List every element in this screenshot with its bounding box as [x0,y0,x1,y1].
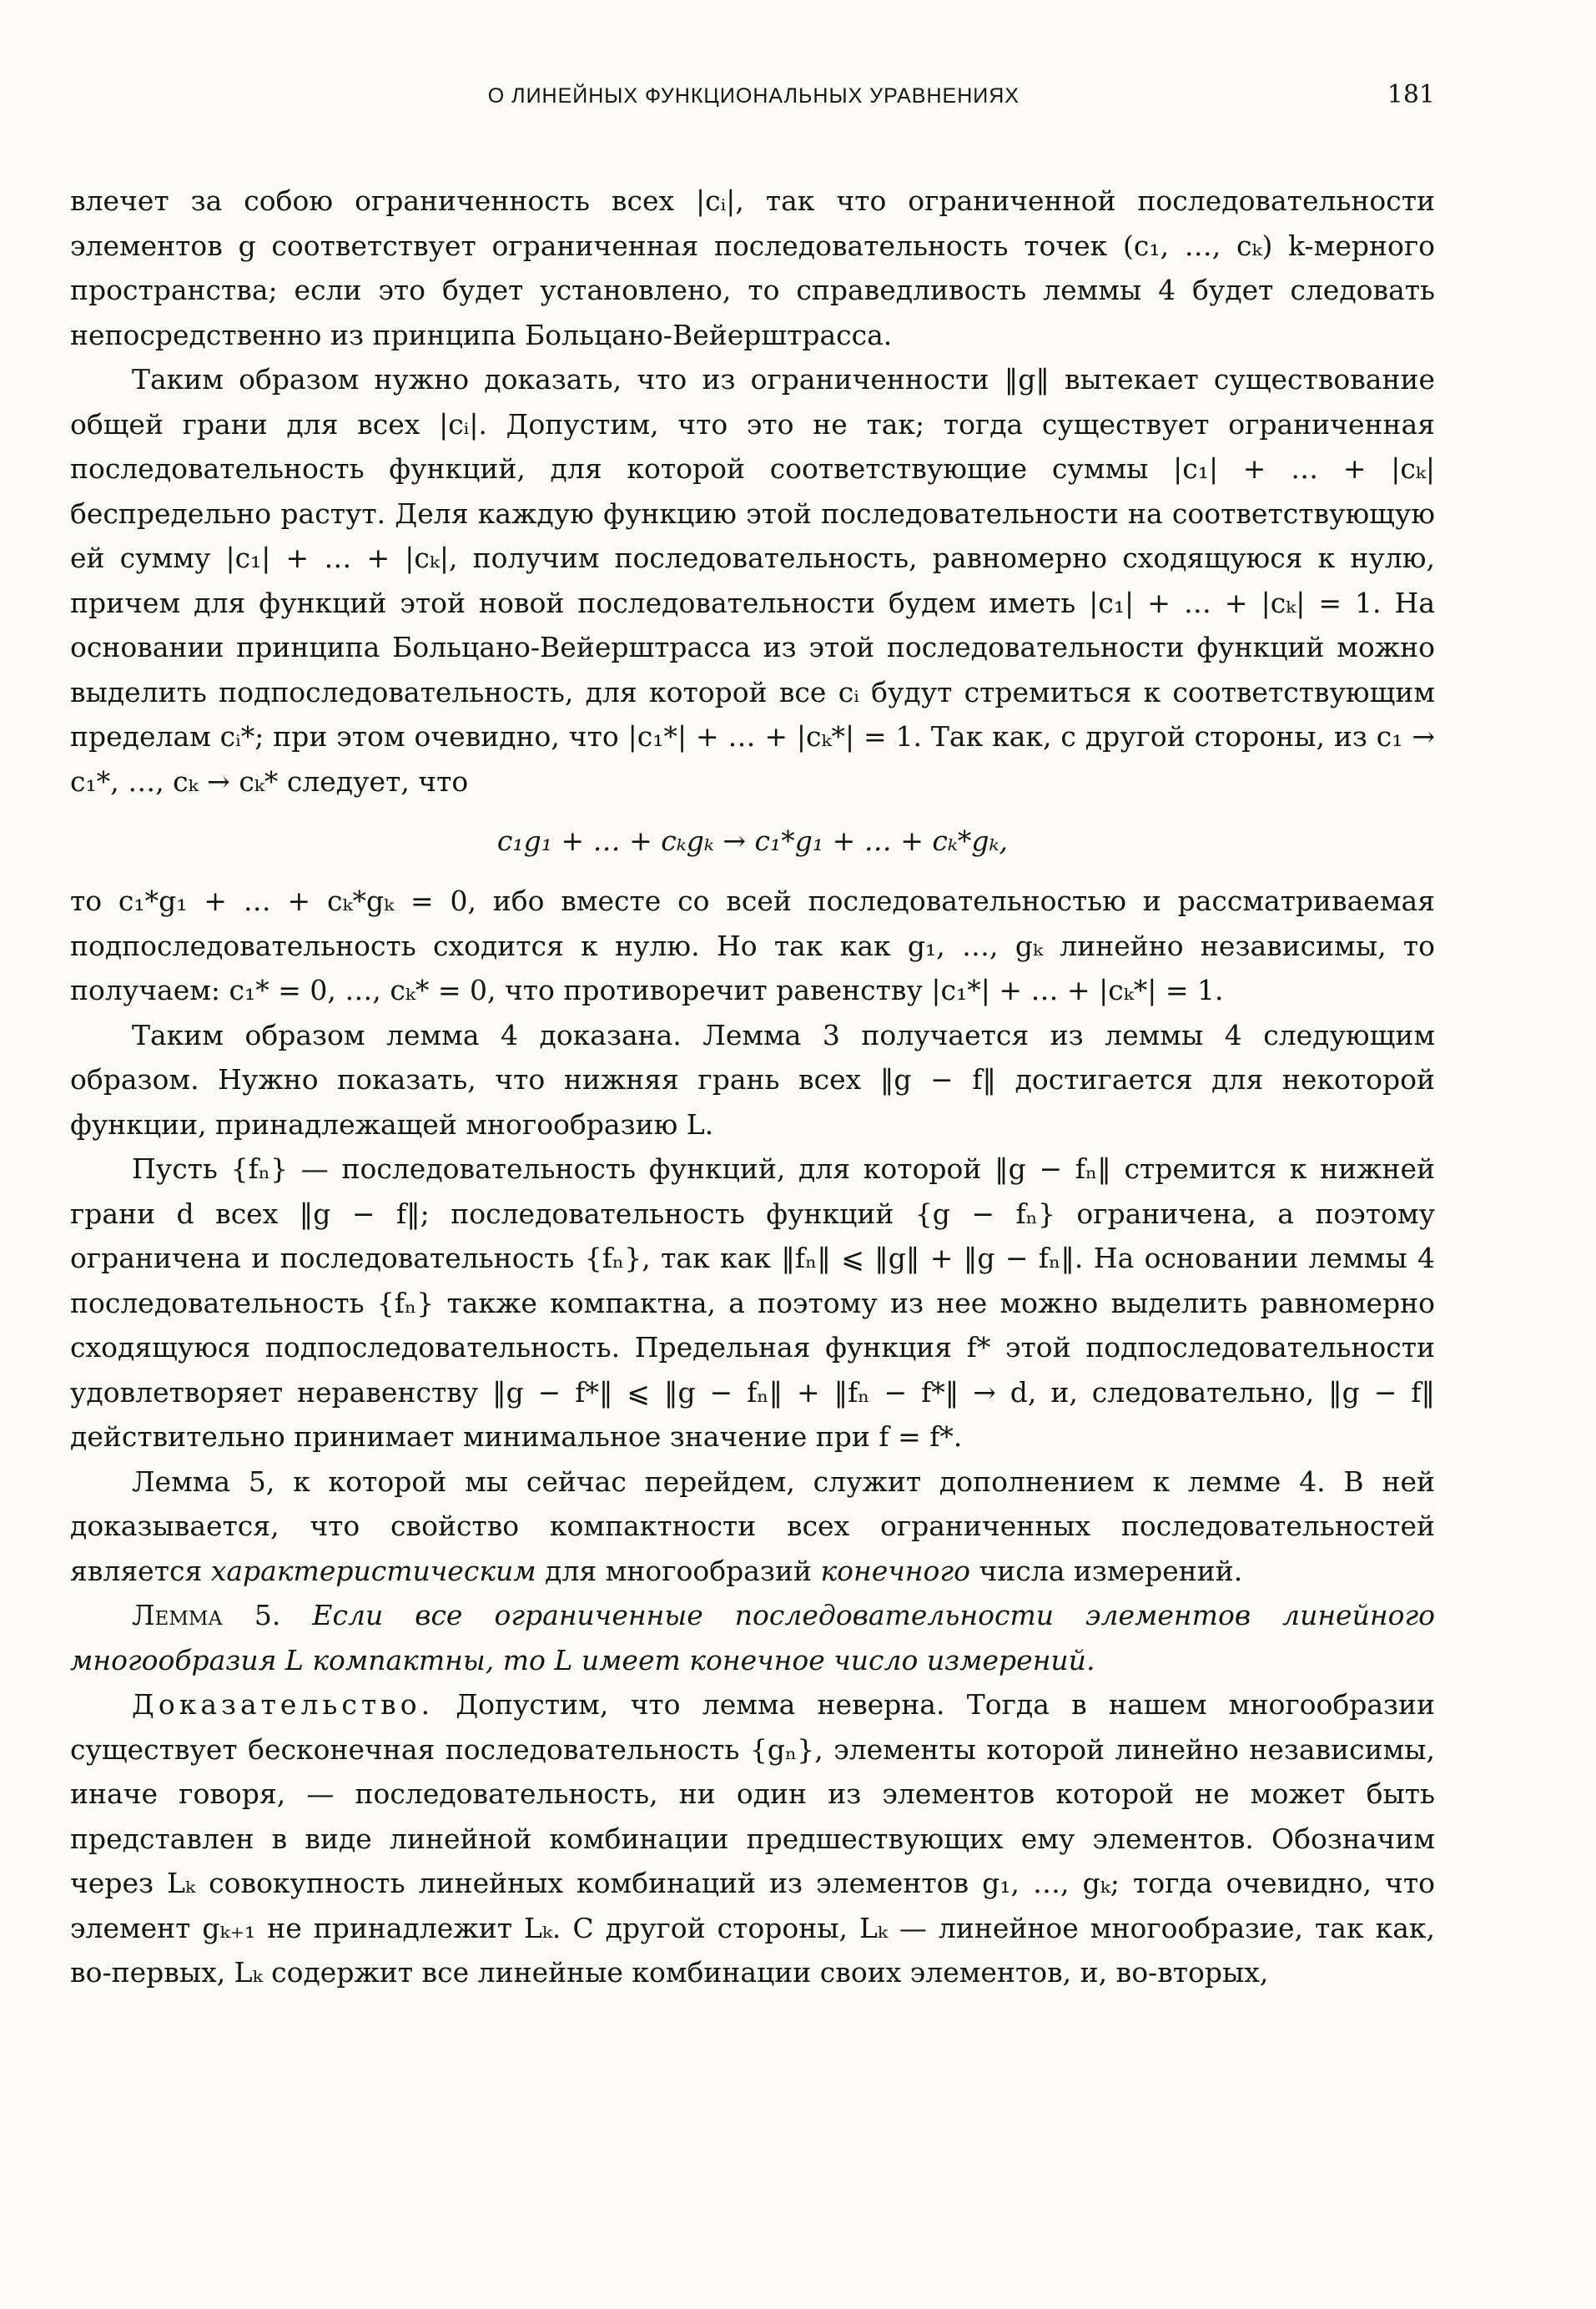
paragraph-6 [70,1460,1435,1594]
paragraph-4: Таким образом лемма 4 доказана. Лемма 3 получается из леммы 4 следующим образом. Нужно показать, что нижняя грань всех ‖g − f‖ достигается для некоторой функции, принадлежащей многообразию L. [70,1018,1435,1141]
lemma-statement: Если все ограниченные последовательности элементов линейного многообразия L компактны, то L имеет конечное число измерений. [70,1599,1435,1676]
lemma-5 [70,1593,1435,1682]
paragraph-6-text-a: Лемма 5, к которой мы сейчас перейдем, служит дополнением к лемме 4. В ней доказывается, что свойство компактности всех ограниченных последовательностей является [70,1465,1435,1587]
paragraph-6-emphasis-2: конечного [820,1554,970,1587]
display-formula: c₁g₁ + … + cₖgₖ → c₁*g₁ + … + cₖ*gₖ, [496,824,1009,857]
paragraph-2: Таким образом нужно доказать, что из ограниченности ‖g‖ вытекает существование общей грани для всех |cᵢ|. Допустим, что это не так; тогда существует ограниченная последовательность функций, для которой соответствующие суммы |c₁| + … + |cₖ| беспредельно растут. Деля каждую функцию этой последовательности на соответствующую ей сумму |c₁| + … + |cₖ|, получим последовательность, равномерно сходящуюся к нулю, причем для функций этой новой последовательности будем иметь |c₁| + … + |cₖ| = 1. На основании принципа Больцано-Вейерштрасса из этой последовательности функций можно выделить подпоследовательность, для которой все cᵢ будут стремиться к соответствующим пределам cᵢ*; при этом очевидно, что |c₁*| + … + |cₖ*| = 1. Так как, с другой стороны, из c₁ → c₁*, …, cₖ → cₖ* следует, что [70,363,1435,798]
paragraph-6-text-c: числа измерений. [969,1554,1243,1587]
running-title: О ЛИНЕЙНЫХ ФУНКЦИОНАЛЬНЫХ УРАВНЕНИЯХ [487,84,1020,108]
page-header [70,80,1435,130]
book-page [70,80,1435,1995]
page-body [70,179,1435,1995]
paragraph-1: влечет за собою ограниченность всех |cᵢ|, так что ограниченной последовательности элементов g соответствует ограниченная последовательность точек (c₁, …, cₖ) k-мерного пространства; если это будет установлено, то справедливость леммы 4 будет следовать непосредственно из принципа Больцано-Вейерштрасса. [70,184,1435,351]
lemma-label: Лемма 5. [132,1599,281,1631]
proof-label: Доказательство. [132,1688,435,1721]
proof-paragraph [70,1682,1435,1995]
paragraph-5: Пусть {fₙ} — последовательность функций, для которой ‖g − fₙ‖ стремится к нижней грани d всех ‖g − f‖; последовательность функций {g − fₙ} ограничена, а поэтому ограничена и последовательность {fₙ}, так как ‖fₙ‖ ⩽ ‖g‖ + ‖g − fₙ‖. На основании леммы 4 последовательность {fₙ} также компактна, а поэтому из нее можно выделить равномерно сходящуюся подпоследовательность. Предельная функция f* этой подпоследовательности удовлетворяет неравенству ‖g − f*‖ ⩽ ‖g − fₙ‖ + ‖fₙ − f*‖ → d, и, следовательно, ‖g − f‖ действительно принимает минимальное значение при f = f*. [70,1152,1435,1453]
proof-text: Допустим, что лемма неверна. Тогда в нашем многообразии существует бесконечная последовательность {gₙ}, элементы которой линейно независимы, иначе говоря, — последовательность, ни один из элементов которой не может быть представлен в виде линейной комбинации предшествующих ему элементов. Обозначим через Lₖ совокупность линейных комбинаций из элементов g₁, …, gₖ; тогда очевидно, что элемент gₖ₊₁ не принадлежит Lₖ. С другой стороны, Lₖ — линейное многообразие, так как, во-первых, Lₖ содержит все линейные комбинации своих элементов, и, во-вторых, [70,1688,1435,1989]
page-number: 181 [1387,80,1435,109]
paragraph-3: то c₁*g₁ + … + cₖ*gₖ = 0, ибо вместе со всей последовательностью и рассматриваемая подпоследовательность сходится к нулю. Но так как g₁, …, gₖ линейно независимы, то получаем: c₁* = 0, …, cₖ* = 0, что противоречит равенству |c₁*| + … + |cₖ*| = 1. [70,885,1435,1006]
paragraph-6-emphasis-1: характеристическим [210,1554,536,1587]
paragraph-6-text-b: для многообразий [536,1554,821,1587]
